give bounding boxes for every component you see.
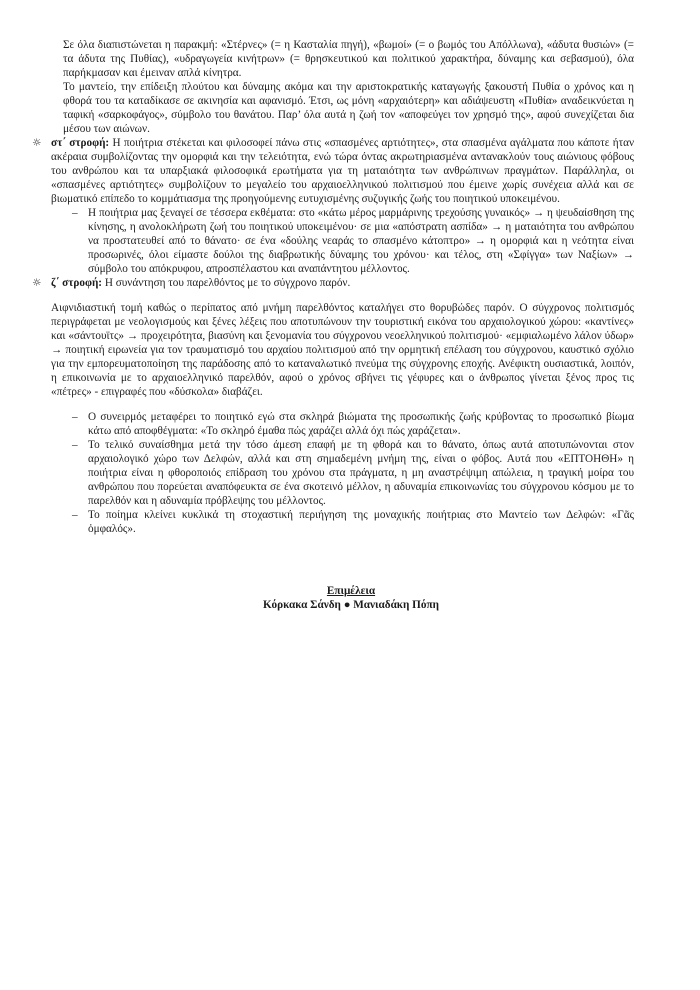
dash-bullet-icon: – <box>72 411 78 424</box>
strophe-st-subitem-1 <box>72 206 634 276</box>
strophe-st-text: Η ποιήτρια στέκεται και φιλοσοφεί πάνω στις «σπασμένες αρτιότητες», στα σπασμένα αγάλματα που κάποτε ήταν ακέραια συμβολίζοντας την ομορφιά και την τελειότητα, ενώ τώρα όντας ακρωτηριασμένα αντανακλούν τους αιώνιους φόβους του ανθρώπου και τα υπαρξιακά φιλοσοφικά ερωτήματα για τη ματαιότητα των ανθρώπινων πραγμάτων. Παράλληλα, οι «σπασμένες αρτιότητες» συμβολίζουν το μεγαλείο του αρχαιοελληνικού πολιτισμού που έμεινε χωρίς συνέχεια αλλά και σε βιωματικό επίπεδο το κομμάτιασμα της προηγούμενης ευτυχισμένης συζυγικής ζωής του ποιητικού υποκειμένου. <box>51 137 635 205</box>
strophe-z-subitem-3-text: Το ποίημα κλείνει κυκλικά τη στοχαστική περιήγηση της μοναχικής ποιήτριας στο Μαντείο των Δελφών: «Γᾶς ὀμφαλός». <box>88 509 634 536</box>
strophe-st-label: στ΄ στροφή: <box>51 137 110 149</box>
dash-bullet-icon: – <box>72 207 78 219</box>
strophe-z-label: ζ΄ στροφή: <box>51 277 103 289</box>
sun-bullet-icon: ☼ <box>32 137 42 149</box>
strophe-st-body <box>51 136 634 206</box>
strophe-z-subitem-1-text: Ο συνειρμός μεταφέρει το ποιητικό εγώ στα σκληρά βιώματα της προσωπικής ζωής κρύβοντας το προσωπικό βίωμα κάτω από αποφθέγματα: «Το σκληρό έμαθα πώς χαράζει αλλά όχι πώς χαράζεται». <box>88 411 634 438</box>
strophe-z-subitem-1 <box>72 410 634 438</box>
dash-bullet-icon: – <box>72 439 78 452</box>
strophe-st-subitem-1-text: Η ποιήτρια μας ξεναγεί σε τέσσερα εκθέματα: στο «κάτω μέρος μαρμάρινης τρεχούσης γυναικός» → η ψευδαίσθηση της κίνησης, η ανολοκλήρωτη ζωή του ποιητικού υποκειμένου· σε μια «απόστρατη ασπίδα» → η ματαιότητα του ανθρώπου να προστατευθεί από το θάνατο· σε ένα «δούλης νεαράς το σπασμένο κάτοπτρο» → η ομορφιά και η νεότητα είναι προσωρινές, όλοι είμαστε δούλοι της διαβρωτικής δύναμης του χρόνου· και τέλος, στη «Σφίγγα» των Ναξίων» → σύμβολο του απόκρυφου, απροσπέλαστου και αναπάντητου μέλλοντος. <box>88 207 634 275</box>
dash-bullet-icon: – <box>72 509 78 522</box>
sun-bullet-icon: ☼ <box>32 277 42 289</box>
strophe-z-body <box>51 276 634 290</box>
strophe-st-item <box>32 136 634 206</box>
strophe-z-text: Η συνάντηση του παρελθόντος με το σύγχρονο παρόν. <box>104 277 351 289</box>
footer-credits-block <box>50 584 652 612</box>
strophe-z-item <box>32 276 634 290</box>
intro-paragraph-1: Σε όλα διαπιστώνεται η παρακμή: «Στέρνες» (= η Κασταλία πηγή), «βωμοί» (= ο βωμός του Απόλλωνα), «άδυτα θυσιών» (= τα άδυτα της Πυθίας), «υδραγωγεία κινήτρων» (= θρησκευτικού και πολιτικού χαρακτήρα, δύναμης και σεβασμού), όλα παρήκμασαν και έμειναν απλά κίνητρα. <box>63 39 634 79</box>
footer-heading: Επιμέλεια <box>326 585 376 598</box>
strophe-z-subitem-2 <box>72 438 634 508</box>
intro-paragraph-2: Το μαντείο, την επίδειξη πλούτου και δύναμης ακόμα και την αριστοκρατικής καταγωγής ξακουστή Πυθία ο χρόνος και η φθορά του τα καταδίκασε σε ακινησία και αφανισμό. Έτσι, ως μόνη «αρχαιότερη» και αδιάψευστη «Πυθία» αναδεικνύεται η ταφική «σαρκοφάγος», σύμβολο του θανάτου. Παρ’ όλα αυτά η ζωή τον «αποφεύγει τον χρησμό της», αφού συνεχίζεται δια μέσου των αιώνων. <box>63 81 634 135</box>
strophe-z-subitem-2-text: Το τελικό συναίσθημα μετά την τόσο άμεση επαφή με τη φθορά και το θάνατο, όπως αυτά αποτυπώνονται στον αρχαιολογικό χώρο των Δελφών, αλλά και στη σημαδεμένη μνήμη της, είναι ο φόβος. Αυτά που «ΕΠΤΟΗΘΗ» η ποιήτρια είναι η φθοροποιός επίδραση του χρόνου στα πράγματα, η μη αναστρέψιμη απώλεια, η τραγική μοίρα του ανθρώπου που πορεύεται αναπόφευκτα σε ένα σκοτεινό μέλλον, η αδυναμία επικοινωνίας του σύγχρονου κόσμου με το παρελθόν και η αδυναμία πρόβλεψης του μέλλοντος. <box>88 439 634 508</box>
footer-credits: Κόρκακα Σάνδη ● Μανιαδάκη Πόπη <box>263 599 439 612</box>
strophe-z-subitem-3 <box>72 508 634 536</box>
strophe-z-paragraph: Αιφνιδιαστική τομή καθώς ο περίπατος από μνήμη παρελθόντος καταλήγει στο θορυβώδες παρόν. Ο σύγχρονος πολιτισμός περιγράφεται με νεολογισμούς και ξένες λέξεις που αποτυπώνουν την τουριστική εικόνα του αρχαιολογικού χώρου: «καντίνες» και «σάντουϊτς» → προχειρότητα, βιασύνη και ξενομανία του σύγχρονου νεοελληνικού πολιτισμού· «εμφιαλωμένο λάλον ύδωρ» → ποιητική ειρωνεία για τον τραυματισμό του αρχαίου πολιτισμού από την ορμητική επέλαση του σύγχρονου, καυστικό σχόλιο για την εμπορευματοποίηση της παράδοσης από το καταναλωτικό πνεύμα της σύγχρονης εποχής. Ανέφικτη ουσιαστικά, λοιπόν, η επικοινωνία με το αρχαιοελληνικό παρελθόν, αφού ο χρόνος σβήνει τις γέφυρες και ο άνθρωπος γίνεται ξένος προς τις «πέτρες» - επιγραφές που «δύσκολα» διαβάζει. <box>51 302 634 399</box>
